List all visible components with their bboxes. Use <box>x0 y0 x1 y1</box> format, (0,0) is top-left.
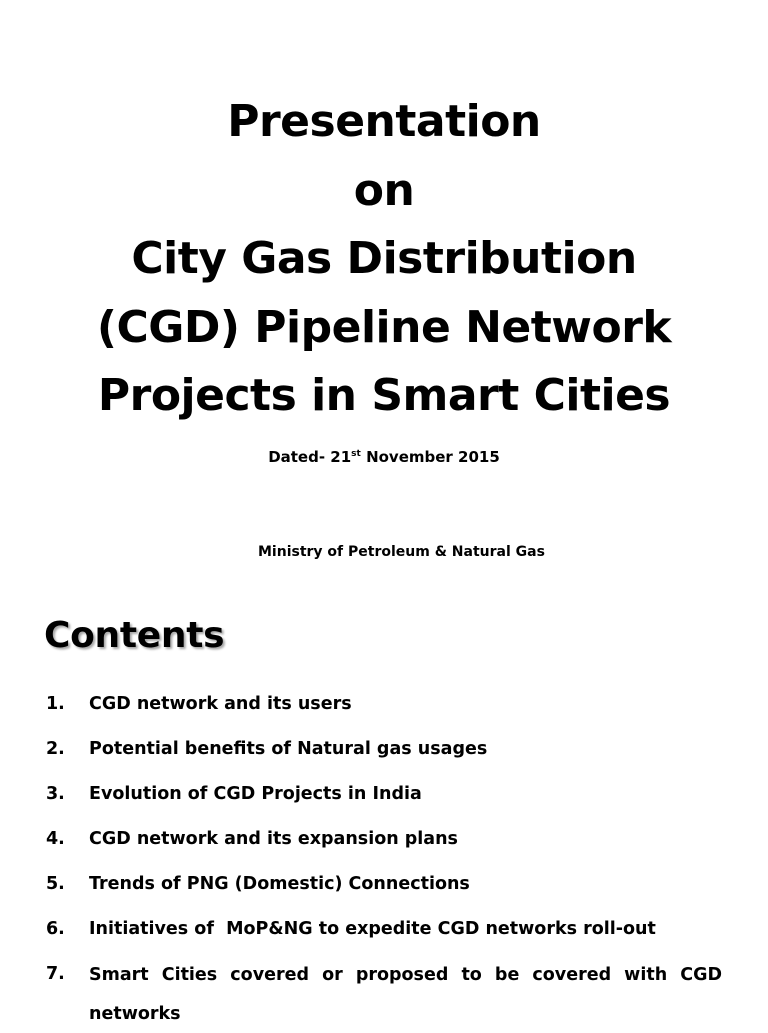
contents-slide <box>0 600 768 1024</box>
contents-heading: Contents <box>44 615 225 656</box>
title-line-3: City Gas Distribution <box>131 233 637 284</box>
item-number: 5. <box>46 874 65 894</box>
item-number: 7. <box>46 964 65 984</box>
contents-item-3 <box>46 772 722 817</box>
title-line-1: Presentation <box>227 96 541 147</box>
contents-item-2 <box>46 727 722 772</box>
date-ordinal-suffix: st <box>351 449 361 459</box>
date-prefix: Dated- 21 <box>268 448 352 466</box>
date-line <box>0 446 768 468</box>
item-number: 3. <box>46 784 65 804</box>
item-text: CGD network and its expansion plans <box>89 829 458 849</box>
contents-list <box>46 682 722 1033</box>
contents-item-5 <box>46 862 722 907</box>
contents-item-4 <box>46 817 722 862</box>
item-text: Trends of PNG (Domestic) Connections <box>89 874 470 894</box>
item-text: Evolution of CGD Projects in India <box>89 784 422 804</box>
item-text: Potential benefits of Natural gas usages <box>89 739 488 759</box>
title-line-5: Projects in Smart Cities <box>97 370 671 421</box>
item-text: CGD network and its users <box>89 694 352 714</box>
title-line-4: (CGD) Pipeline Network <box>96 301 672 353</box>
ministry-name: Ministry of Petroleum & Natural Gas <box>258 544 545 560</box>
item-text: Smart Cities covered or proposed to be covered with CGD <box>89 965 722 985</box>
item-number: 1. <box>46 694 65 714</box>
item-text: Initiatives of MoP&NG to expedite CGD networks roll-out <box>89 919 656 939</box>
item-text-continuation: networks <box>89 1004 181 1024</box>
contents-item-6 <box>46 907 722 952</box>
date-rest: November 2015 <box>360 448 500 466</box>
contents-item-1 <box>46 682 722 727</box>
presentation-title <box>0 88 768 431</box>
contents-item-7 <box>46 952 722 1033</box>
item-number: 4. <box>46 829 65 849</box>
title-line-2: on <box>353 164 415 216</box>
item-number: 6. <box>46 919 65 939</box>
item-number: 2. <box>46 739 65 759</box>
